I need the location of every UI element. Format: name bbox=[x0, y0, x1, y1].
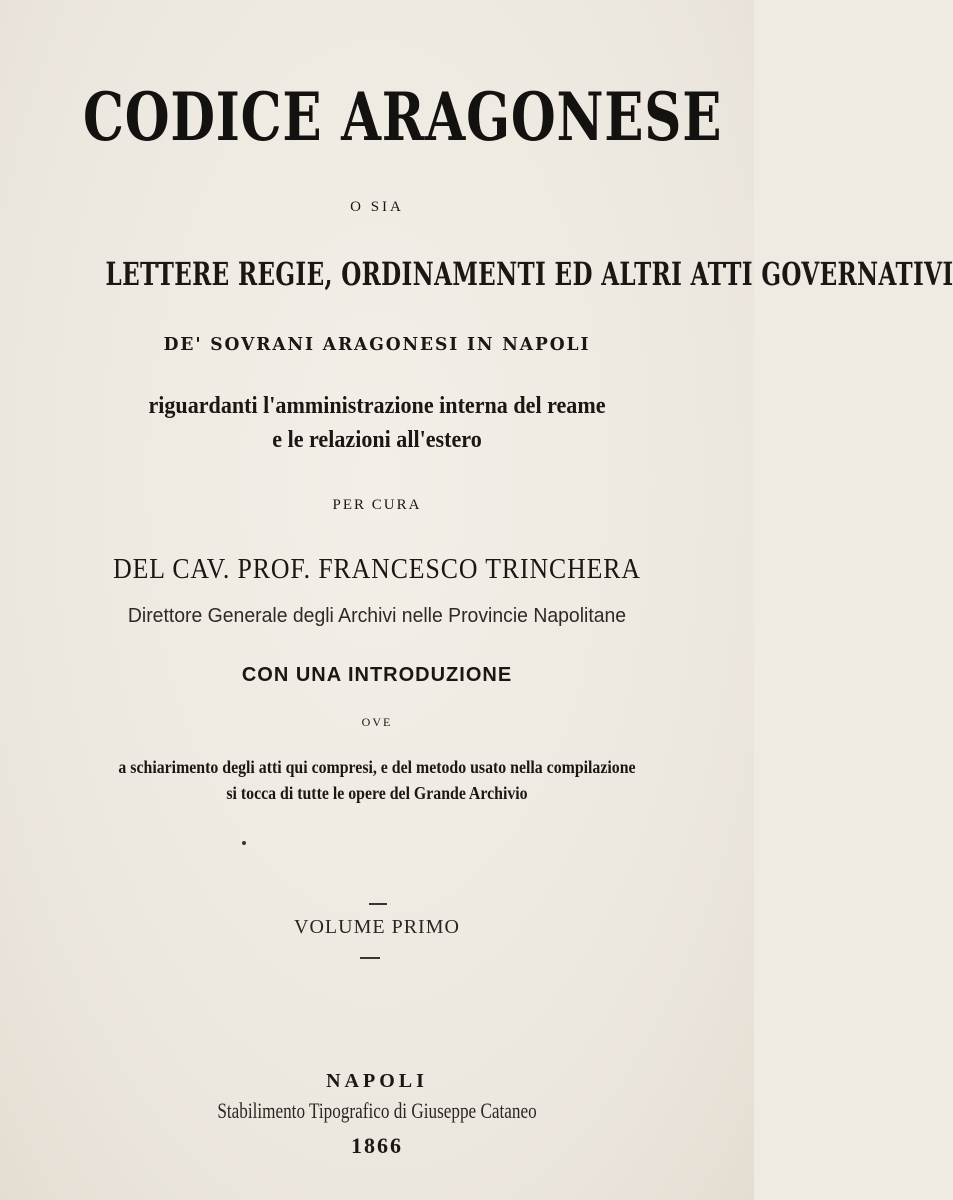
editor-name: DEL CAV. PROF. FRANCESCO TRINCHERA bbox=[113, 554, 641, 585]
sovereigns-line: DE' SOVRANI ARAGONESI IN NAPOLI bbox=[163, 334, 591, 355]
imprint-printer: Stabilimento Tipografico di Giuseppe Cataneo bbox=[217, 1098, 537, 1123]
subject-line-1: riguardanti l'amministrazione interna del reame bbox=[148, 393, 606, 419]
book-subtitle: LETTERE REGIE, ORDINAMENTI ED ALTRI ATTI GOVERNATIVI bbox=[105, 255, 953, 293]
divider-rule-top bbox=[369, 903, 387, 905]
volume-label: VOLUME PRIMO bbox=[294, 916, 460, 938]
divider-rule-bottom bbox=[360, 957, 380, 959]
subject-line-2: e le relazioni all'estero bbox=[272, 427, 482, 453]
title-connector: O SIA bbox=[350, 199, 404, 215]
introduction-line-1: a schiarimento degli atti qui compresi, e del metodo usato nella compilazione bbox=[118, 757, 636, 777]
ornament-dot bbox=[242, 841, 246, 845]
introduction-line-2: si tocca di tutte le opere del Grande Archivio bbox=[226, 783, 528, 803]
introduction-heading: CON UNA INTRODUZIONE bbox=[241, 664, 513, 686]
book-title: CODICE ARAGONESE bbox=[82, 78, 723, 156]
introduction-connector: OVE bbox=[361, 715, 393, 729]
editor-role: Direttore Generale degli Archivi nelle Provincie Napolitane bbox=[127, 605, 627, 627]
imprint-year: 1866 bbox=[351, 1133, 403, 1158]
imprint-city: NAPOLI bbox=[326, 1070, 428, 1092]
editor-intro: PER CURA bbox=[332, 497, 422, 513]
